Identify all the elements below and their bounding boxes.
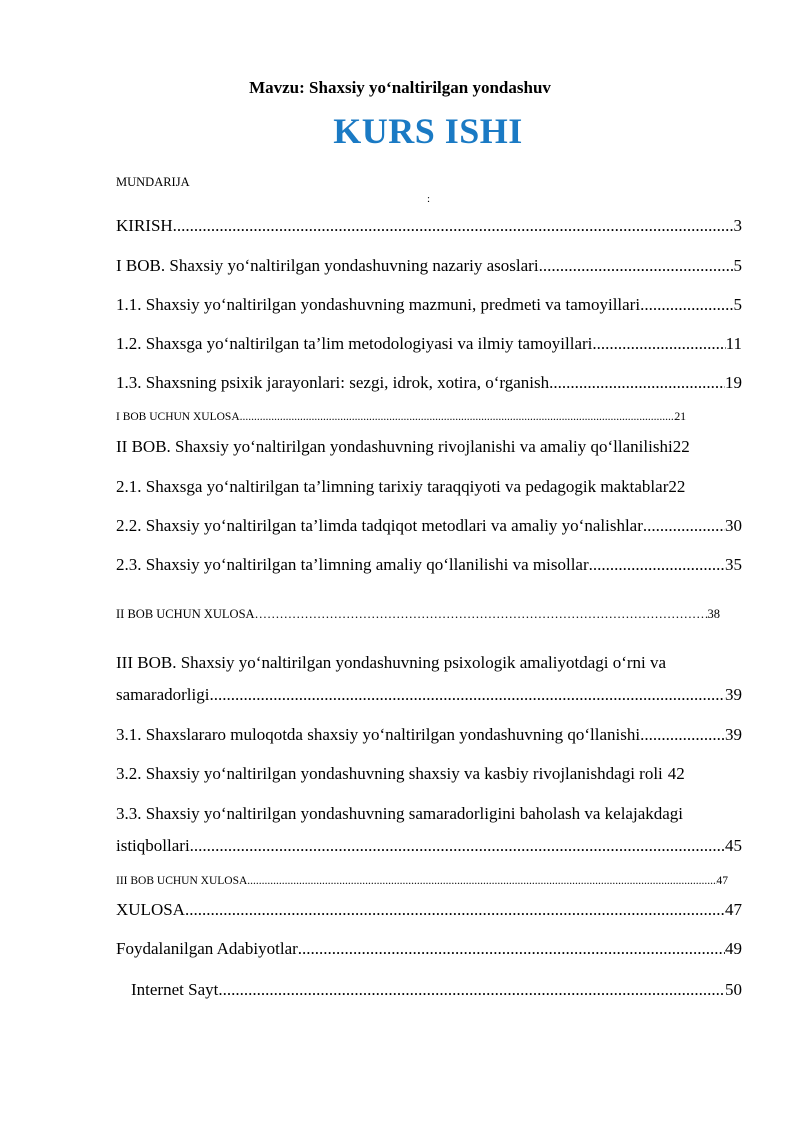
toc-label: MUNDARIJA bbox=[116, 175, 190, 189]
colon-mark: : bbox=[427, 193, 431, 205]
toc-entry-page: 47 bbox=[725, 900, 742, 919]
toc-entry bbox=[116, 334, 742, 354]
toc-entry-page: 42 bbox=[667, 764, 685, 783]
toc-entry-page: 38 bbox=[707, 607, 720, 621]
toc-entry bbox=[116, 295, 742, 315]
toc-entry-title: 1.2. Shaxsga yo‘naltirilgan ta’lim metodologiyasi va ilmiy tamoyillari bbox=[116, 334, 593, 353]
toc-entry-page: 3 bbox=[733, 216, 742, 235]
toc-entry-line2 bbox=[116, 836, 742, 856]
toc-entry-title: II BOB. Shaxsiy yo‘naltirilgan yondashuvning rivojlanishi va amaliy qo‘llanilishi bbox=[116, 437, 673, 456]
toc-entry-title: 2.2. Shaxsiy yo‘naltirilgan ta’limda tadqiqot metodlari va amaliy yo‘nalishlar bbox=[116, 516, 643, 535]
toc-entry-line1 bbox=[116, 804, 742, 824]
toc-entry bbox=[116, 437, 750, 457]
toc-entry-title: KIRISH bbox=[116, 216, 173, 235]
toc-entry-page: 5 bbox=[733, 256, 742, 275]
toc-entry-title: XULOSA bbox=[116, 900, 185, 919]
toc-entry bbox=[116, 939, 742, 959]
toc-entry-title: I BOB. Shaxsiy yo‘naltirilgan yondashuvning nazariy asoslari bbox=[116, 256, 539, 275]
toc-entry-title: Internet Sayt bbox=[131, 980, 219, 999]
toc-entry-title: II BOB UCHUN XULOSA bbox=[116, 607, 255, 621]
toc-entry-page: 49 bbox=[725, 939, 742, 958]
toc-entry bbox=[116, 725, 742, 745]
toc-entry bbox=[116, 875, 728, 887]
toc-entry-page: 19 bbox=[725, 373, 742, 392]
toc-entry-page: 39 bbox=[725, 725, 742, 744]
toc-entry bbox=[116, 216, 742, 236]
toc-entry bbox=[116, 373, 742, 393]
toc-entry-title: 3.3. Shaxsiy yo‘naltirilgan yondashuvning samaradorligini baholash va kelajakdagi bbox=[116, 804, 684, 823]
toc-entry bbox=[116, 555, 742, 575]
toc-entry-page: 21 bbox=[674, 411, 686, 423]
toc-entry-title: Foydalanilgan Adabiyotlar bbox=[116, 939, 298, 958]
toc-entry bbox=[116, 764, 742, 784]
toc-entry-page: 22 bbox=[668, 477, 686, 496]
toc-entry-page: 35 bbox=[725, 555, 742, 574]
toc-entry-title: 1.3. Shaxsning psixik jarayonlari: sezgi, idrok, xotira, o‘rganish bbox=[116, 373, 550, 392]
toc-entry-page: 30 bbox=[725, 516, 742, 535]
toc-entry-title: III BOB UCHUN XULOSA bbox=[116, 875, 248, 887]
toc-entry-title: I BOB UCHUN XULOSA bbox=[116, 411, 240, 423]
page-title: KURS ISHI bbox=[333, 111, 523, 151]
toc-entry bbox=[116, 607, 720, 622]
toc-entry bbox=[116, 256, 742, 276]
toc-entry-title: 3.2. Shaxsiy yo‘naltirilgan yondashuvning shaxsiy va kasbiy rivojlanishdagi roli bbox=[116, 764, 663, 783]
toc-entry bbox=[116, 900, 742, 920]
toc-entry-page: 11 bbox=[725, 334, 742, 353]
topic-heading: Mavzu: Shaxsiy yo‘naltirilgan yondashuv bbox=[249, 78, 551, 97]
toc-entry-page: 39 bbox=[725, 685, 742, 704]
toc-entry-title: samaradorligi bbox=[116, 685, 210, 704]
toc-entry bbox=[116, 411, 686, 423]
toc-entry-title: istiqbollari bbox=[116, 836, 190, 855]
toc-entry-title: III BOB. Shaxsiy yo‘naltirilgan yondashuvning psixologik amaliyotdagi o‘rni va bbox=[116, 653, 667, 672]
toc-entry bbox=[116, 516, 742, 536]
toc-entry-page: 47 bbox=[716, 875, 728, 887]
toc-entry-title: 2.3. Shaxsiy yo‘naltirilgan ta’limning amaliy qo‘llanilishi va misollar bbox=[116, 555, 589, 574]
toc-entry-title: 3.1. Shaxslararo muloqotda shaxsiy yo‘naltirilgan yondashuvning qo‘llanishi bbox=[116, 725, 641, 744]
toc-entry-page: 5 bbox=[733, 295, 742, 314]
toc-entry bbox=[131, 980, 742, 1000]
toc-entry-line1 bbox=[116, 653, 742, 673]
toc-entry-line2 bbox=[116, 685, 742, 705]
toc-entry bbox=[116, 477, 746, 497]
toc-entry-page: 50 bbox=[725, 980, 742, 999]
toc-entry-page: 22 bbox=[672, 437, 690, 456]
toc-entry-title: 2.1. Shaxsga yo‘naltirilgan ta’limning tarixiy taraqqiyoti va pedagogik maktablar bbox=[116, 477, 669, 496]
toc-entry-page: 45 bbox=[725, 836, 742, 855]
toc-entry-title: 1.1. Shaxsiy yo‘naltirilgan yondashuvning mazmuni, predmeti va tamoyillari bbox=[116, 295, 641, 314]
